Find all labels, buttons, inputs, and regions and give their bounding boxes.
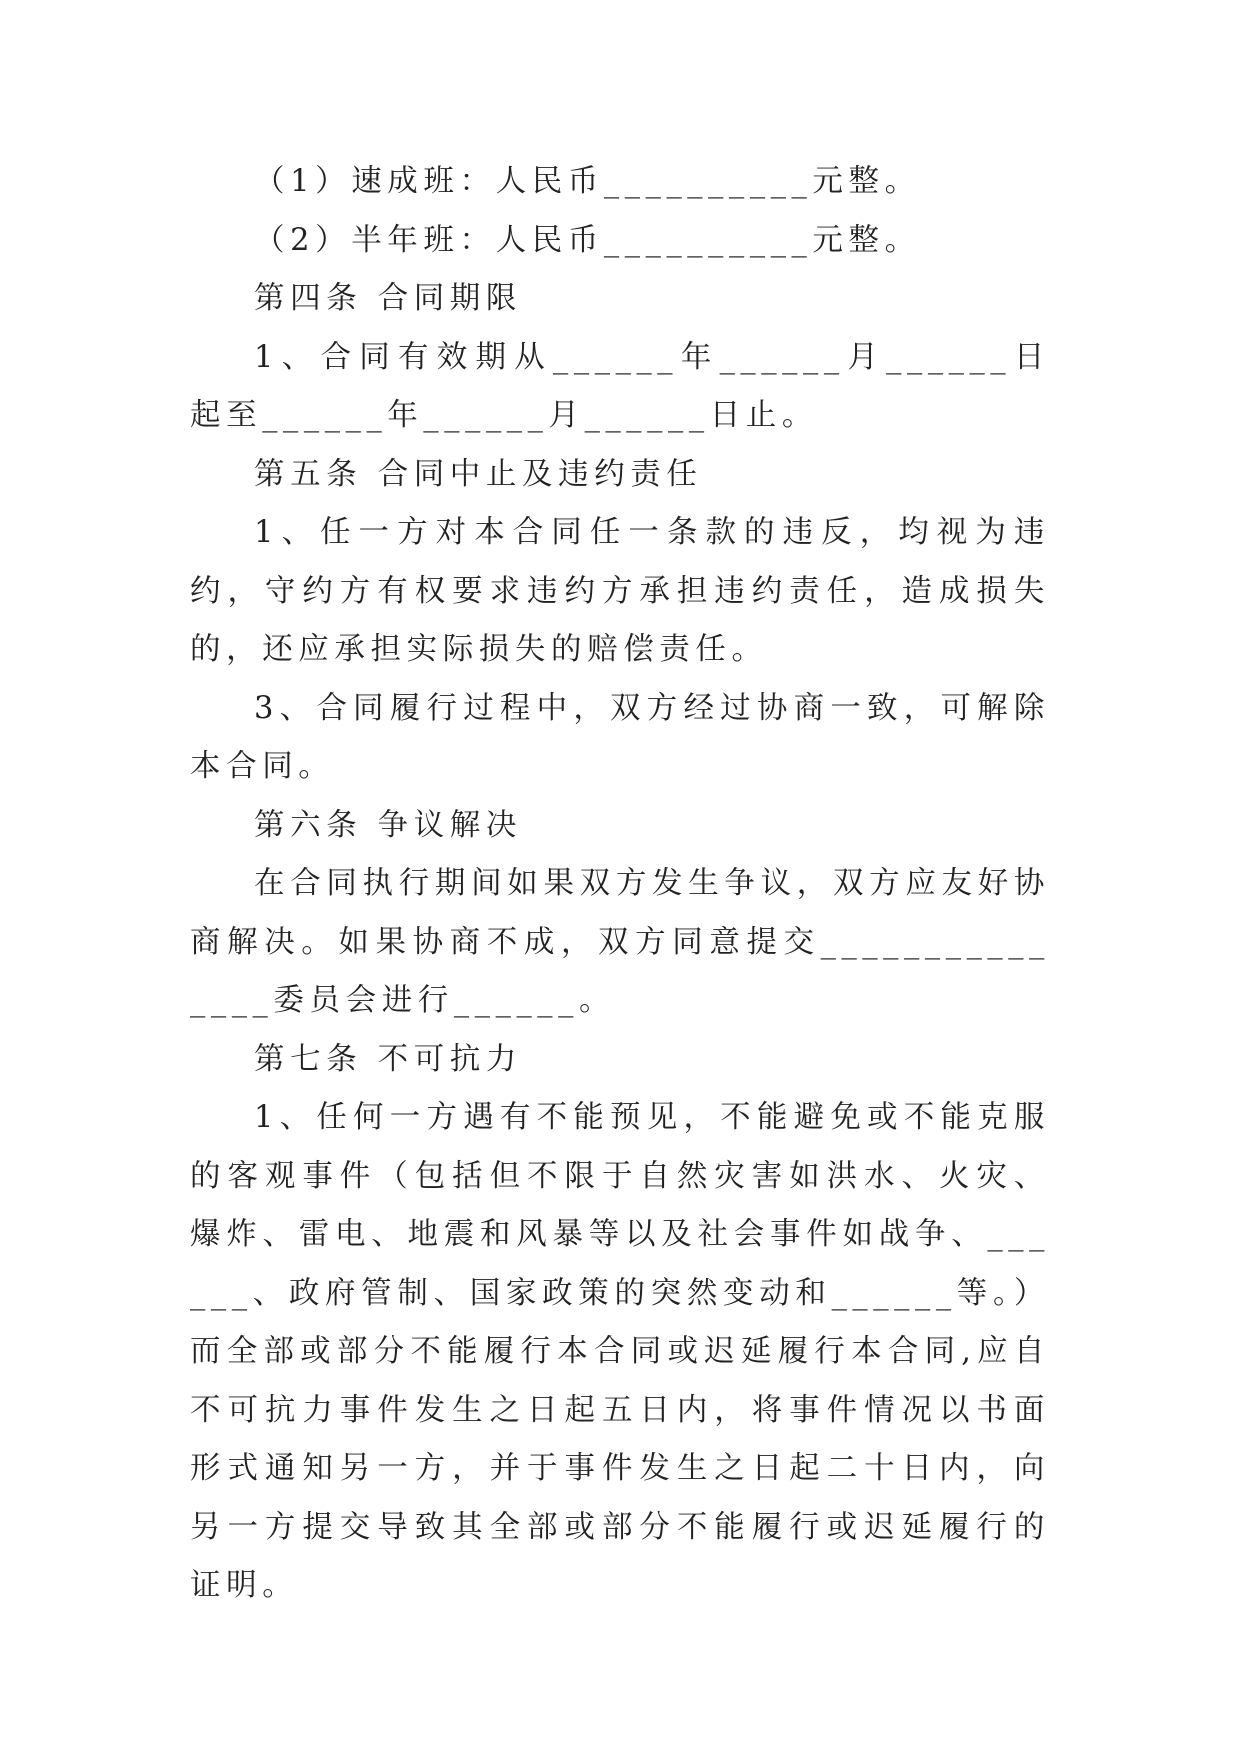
fee-item-half-year-class: （2）半年班：人民币__________元整。 xyxy=(254,222,921,258)
article-5-clause-1: 1、任一方对本合同任一条款的违反，均视为违约，守约方有权要求违约方承担违约责任，造成损失的，还应承担实际损失的赔偿责任。 xyxy=(190,515,1050,667)
article-5-clause-3: 3、合同履行过程中，双方经过协商一致，可解除本合同。 xyxy=(190,690,1050,784)
article-6-heading: 第六条 争议解决 xyxy=(254,807,522,843)
article-7-clause-1: 1、任何一方遇有不能预见，不能避免或不能克服的客观事件（包括但不限于自然灾害如洪水、火灾、爆炸、雷电、地震和风暴等以及社会事件如战争、______、政府管制、国家政策的突然变动和______等。）而全部或部分不能履行本合同或迟延履行本合同,应自不可抗力事件发生之日起五日内，将事件情况以书面形式通知另一方，并于事件发生之日起二十日内，向另一方提交导致其全部或部分不能履行或迟延履行的证明。 xyxy=(190,1100,1050,1603)
article-5-heading: 第五条 合同中止及违约责任 xyxy=(254,456,703,492)
article-7-heading: 第七条 不可抗力 xyxy=(254,1041,522,1077)
fee-item-express-class: （1）速成班：人民币__________元整。 xyxy=(254,164,921,199)
document-body xyxy=(190,153,1050,1616)
article-6-clause: 在合同执行期间如果双方发生争议，双方应友好协商解决。如果协商不成，双方同意提交_______________委员会进行______。 xyxy=(190,866,1050,1018)
article-4-clause-1: 1、合同有效期从______年______月______日起至______年______月______日止。 xyxy=(190,339,1050,433)
article-4-heading: 第四条 合同期限 xyxy=(254,281,522,316)
